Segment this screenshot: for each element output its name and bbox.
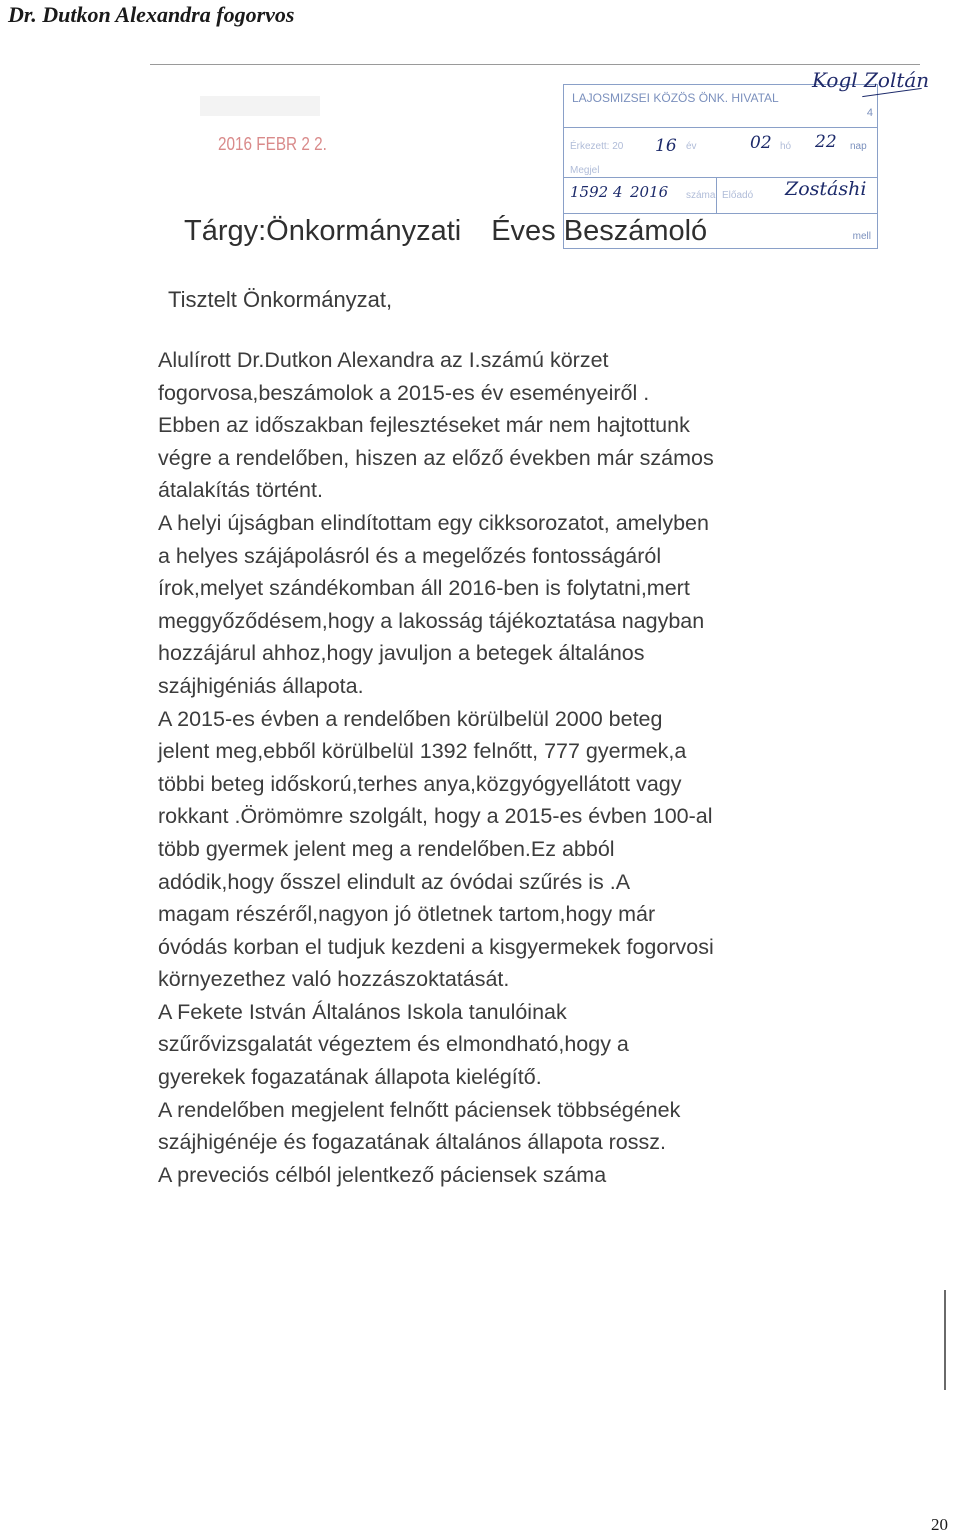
stamp-number-label: száma <box>686 190 716 201</box>
letter-line: gyerekek fogazatának állapota kielégítő. <box>158 1065 542 1090</box>
stamp-office-num: 4 <box>866 107 873 119</box>
faded-stamp-mark <box>200 96 320 116</box>
letter-line: Alulírott Dr.Dutkon Alexandra az I.számú körzet <box>158 348 609 372</box>
stamp-officer-label: Előadó <box>722 190 754 201</box>
hand-number-1: 1592 <box>570 183 609 201</box>
letter-line: írok,melyet szándékomban áll 2016-ben is folytatni,mert <box>158 576 690 601</box>
stamp-mell-label: mell <box>852 231 871 242</box>
letter-line: szájhigénéje és fogazatának általános állapota rossz. <box>158 1130 666 1155</box>
letter-line: óvódás korban el tudjuk kezdeni a kisgyermekek fogorvosi <box>158 934 714 959</box>
top-divider <box>150 64 920 65</box>
letter-line: fogorvosa,beszámolok a 2015-es év eseményeiről . <box>158 380 650 405</box>
subject-title: Éves Beszámoló <box>491 215 708 247</box>
stamp-received-label: Érkezett: 20 <box>570 141 624 152</box>
letter-line: A rendelőben megjelent felnőtt páciensek többségének <box>158 1097 681 1122</box>
stamp-day-label: nap <box>850 141 867 152</box>
letter-line: jelent meg,ebből körülbelül 1392 felnőtt, 777 gyermek,a <box>158 739 687 764</box>
scan-edge-line <box>944 1290 946 1390</box>
letter-body <box>158 344 838 1191</box>
received-date-stamp: 2016 FEBR 2 2. <box>218 134 327 154</box>
letter-line: adódik,hogy ősszel elindult az óvódai szűrés is .A <box>158 869 631 894</box>
stamp-office-name: LAJOSMIZSEI KÖZÖS ÖNK. HIVATAL <box>572 91 779 105</box>
letter-line: átalakítás történt. <box>158 478 323 503</box>
letter-line: hozzájárul ahhoz,hogy javuljon a betegek általános <box>158 641 645 666</box>
letter-line: meggyőződésem,hogy a lakosság tájékoztatása nagyban <box>158 608 705 633</box>
letter-line: környezethez való hozzászoktatását. <box>158 967 510 992</box>
subject-prefix: Tárgy:Önkormányzati <box>184 215 462 247</box>
letter-line: többi beteg időskorú,terhes anya,közgyógyellátott vagy <box>158 771 682 796</box>
page-number: 20 <box>931 1515 948 1534</box>
handwritten-signature: Kogl Zoltán <box>812 68 930 92</box>
letter-line: szűrővizsgalatát végeztem és elmondható,hogy a <box>158 1032 629 1057</box>
letter-line: rokkant .Örömömre szolgált, hogy a 2015-es évben 100-al <box>158 804 713 829</box>
stamp-ref-label: Megjel <box>570 165 600 176</box>
letter-line: A 2015-es évben a rendelőben körülbelül 2000 beteg <box>158 706 663 731</box>
hand-number-3: 2016 <box>630 183 669 201</box>
letter-line: végre a rendelőben, hiszen az előző években már számos <box>158 445 714 470</box>
letter-line: szájhigéniás állapota. <box>158 673 364 698</box>
document-header-title: Dr. Dutkon Alexandra fogorvos <box>8 2 295 27</box>
letter-line: A helyi újságban elindítottam egy cikksorozatot, amelyben <box>158 510 709 535</box>
hand-month: 02 <box>750 133 772 153</box>
letter-line: A Fekete István Általános Iskola tanulóinak <box>158 999 567 1024</box>
letter-line: Ebben az időszakban fejlesztéseket már nem hajtottunk <box>158 413 690 438</box>
letter-subject <box>184 215 707 248</box>
letter-line: több gyermek jelent meg a rendelőben.Ez abból <box>158 836 615 861</box>
hand-number-2: 4 <box>613 183 623 201</box>
hand-year: 16 <box>655 136 677 156</box>
hand-day: 22 <box>815 132 837 152</box>
letter-greeting: Tisztelt Önkormányzat, <box>168 287 393 312</box>
stamp-month-label: hó <box>780 141 792 152</box>
letter-line: A preveciós célból jelentkező páciensek száma <box>158 1162 607 1187</box>
hand-officer: Zostáshi <box>785 178 867 200</box>
letter-line: a helyes szájápolásról és a megelőzés fontosságáról <box>158 543 662 568</box>
letter-line: magam részéről,nagyon jó ötletnek tartom,hogy már <box>158 902 656 927</box>
stamp-year-label: év <box>686 141 697 152</box>
